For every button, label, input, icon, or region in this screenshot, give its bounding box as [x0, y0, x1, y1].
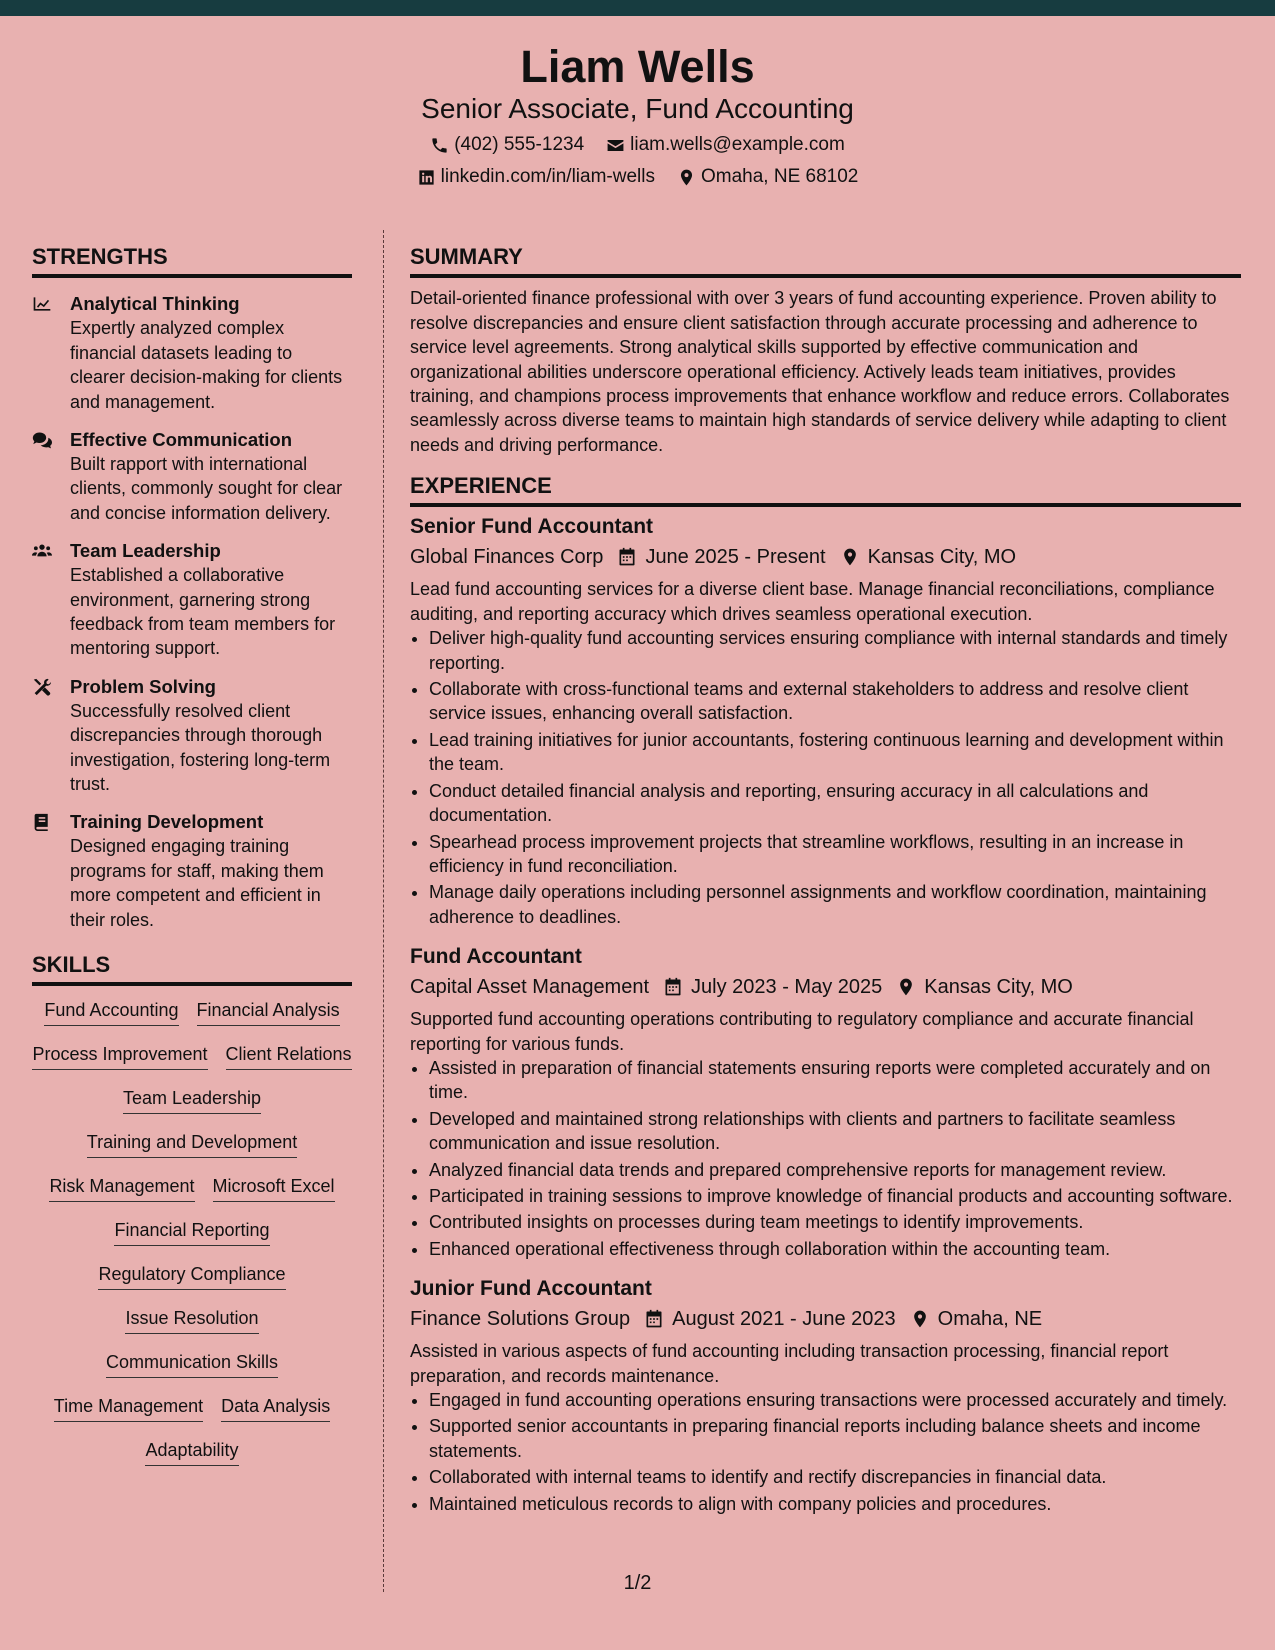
skill-tag: Risk Management [49, 1174, 194, 1202]
skill-tag: Communication Skills [106, 1350, 278, 1378]
strength-item [32, 810, 352, 932]
tools-icon [32, 678, 52, 696]
email-text[interactable]: liam.wells@example.com [630, 134, 845, 155]
job-dates: August 2021 - June 2023 [672, 1308, 896, 1331]
bullet-item: • Lead training initiatives for junior accountants, fostering continuous learning and development within the team. [429, 728, 1241, 777]
book-icon [32, 813, 52, 831]
strength-desc: Expertly analyzed complex financial datasets leading to clearer decision-making for clients and management. [70, 318, 343, 412]
summary-heading: SUMMARY [410, 244, 1241, 278]
bullet-item: • Collaborate with cross-functional teams and external stakeholders to address and resolve client service issues, enhancing overall satisfaction. [429, 677, 1241, 726]
experience-heading: EXPERIENCE [410, 473, 1241, 507]
skill-tag: Adaptability [145, 1438, 238, 1466]
strength-name: Effective Communication [70, 428, 293, 450]
page-number: 1/2 [623, 1572, 652, 1594]
strength-desc: Established a collaborative environment, garnering strong feedback from team members for mentoring support. [70, 565, 336, 659]
job-bullets [410, 1056, 1241, 1261]
phone-text: (402) 555-1234 [454, 134, 585, 155]
skill-tag: Regulatory Compliance [98, 1262, 285, 1290]
strength-item [32, 539, 352, 661]
job-location: Kansas City, MO [867, 546, 1017, 569]
calendar-icon [663, 977, 683, 997]
bullet-item: • Analyzed financial data trends and prepared comprehensive reports for management review. [429, 1158, 1241, 1182]
left-column [32, 244, 352, 1482]
contact-phone [430, 134, 584, 156]
strength-name: Team Leadership [70, 540, 221, 562]
skill-tag: Fund Accounting [44, 998, 178, 1026]
strength-item [32, 428, 352, 525]
map-marker-icon [840, 547, 860, 567]
strength-name: Analytical Thinking [70, 293, 240, 315]
location-text: Omaha, NE 68102 [700, 166, 859, 187]
job-dates: June 2025 - Present [645, 546, 826, 569]
job-location: Kansas City, MO [924, 976, 1073, 999]
job-meta [410, 973, 1241, 1001]
candidate-name: Liam Wells [520, 41, 755, 92]
skill-tag: Financial Reporting [114, 1218, 269, 1246]
map-marker-icon [677, 168, 696, 187]
skill-tag: Team Leadership [123, 1086, 261, 1114]
bullet-item: • Developed and maintained strong relationships with clients and partners to facilitate seamless communication and issue resolution. [429, 1107, 1241, 1156]
strength-name: Problem Solving [70, 675, 216, 697]
skill-tag: Client Relations [226, 1042, 352, 1070]
contact-location [677, 166, 858, 188]
map-marker-icon [910, 1309, 930, 1329]
strength-desc: Successfully resolved client discrepancies through thorough investigation, fostering long-term trust. [70, 700, 331, 794]
users-icon [32, 542, 52, 560]
linkedin-text[interactable]: linkedin.com/in/liam-wells [440, 166, 655, 187]
bullet-item: • Participated in training sessions to improve knowledge of financial products and accounting software. [429, 1184, 1241, 1208]
job-company: Capital Asset Management [410, 976, 650, 999]
strength-name: Training Development [70, 811, 264, 833]
comments-icon [32, 431, 52, 449]
job-bullets [410, 1388, 1241, 1516]
strength-desc: Built rapport with international clients, commonly sought for clear and concise information delivery. [70, 453, 343, 523]
bullet-item: • Conduct detailed financial analysis and reporting, ensuring accuracy in all calculations and documentation. [429, 779, 1241, 828]
contact-row-2 [0, 166, 1275, 188]
bullet-item: • Supported senior accountants in preparing financial reports including balance sheets and income statements. [429, 1414, 1241, 1463]
job-title: Junior Fund Accountant [410, 1277, 652, 1301]
bullet-item: • Manage daily operations including personnel assignments and workflow coordination, maintaining adherence to deadlines. [429, 880, 1241, 929]
strength-item [32, 292, 352, 414]
skill-tag: Financial Analysis [197, 998, 340, 1026]
linkedin-icon [417, 168, 436, 187]
summary-text: Detail-oriented finance professional with over 3 years of fund accounting experience. Proven ability to resolve discrepancies and ensure client satisfaction through accurate processing and adherence to service level agreements. Strong analytical skills supported by effective communication and organizational abilities underscore operational efficiency. Actively leads team initiatives, provides training, and champions process improvements that enhance workflow and reduce errors. Collaborates seamlessly across diverse teams to maintain high standards of service delivery while adapting to client needs and driving performance. [410, 288, 1230, 455]
job-company: Global Finances Corp [410, 546, 604, 569]
bullet-item: • Enhanced operational effectiveness through collaboration within the accounting team. [429, 1237, 1241, 1261]
job-location: Omaha, NE [937, 1308, 1043, 1331]
calendar-icon [644, 1309, 664, 1329]
envelope-icon [606, 136, 625, 155]
skill-tag: Process Improvement [32, 1042, 207, 1070]
job-entry [410, 943, 1241, 1261]
strengths-heading: STRENGTHS [32, 244, 352, 278]
skill-tag: Microsoft Excel [213, 1174, 335, 1202]
skills-list [32, 998, 352, 1482]
chart-line-icon [32, 295, 52, 313]
bullet-item: • Assisted in preparation of financial statements ensuring reports were completed accurately and on time. [429, 1056, 1241, 1105]
job-dates: July 2023 - May 2025 [691, 976, 883, 999]
job-description: Lead fund accounting services for a diverse client base. Manage financial reconciliations, compliance auditing, and reporting accuracy which drives seamless operational execution. [410, 579, 1215, 624]
candidate-title: Senior Associate, Fund Accounting [421, 93, 854, 124]
job-description: Supported fund accounting operations contributing to regulatory compliance and accurate financial reporting for various funds. [410, 1009, 1194, 1054]
skill-tag: Issue Resolution [125, 1306, 258, 1334]
calendar-icon [617, 547, 637, 567]
bullet-item: • Collaborated with internal teams to identify and rectify discrepancies in financial data. [429, 1465, 1241, 1489]
job-description: Assisted in various aspects of fund accounting including transaction processing, financial report preparation, and records maintenance. [410, 1341, 1169, 1386]
right-column [410, 244, 1241, 1518]
bullet-item: • Deliver high-quality fund accounting services ensuring compliance with internal standards and timely reporting. [429, 626, 1241, 675]
column-divider [383, 230, 384, 1592]
job-bullets [410, 626, 1241, 929]
job-entry [410, 513, 1241, 929]
contact-linkedin[interactable] [417, 166, 655, 188]
job-company: Finance Solutions Group [410, 1308, 631, 1331]
bullet-item: • Contributed insights on processes during team meetings to identify improvements. [429, 1210, 1241, 1234]
contact-email[interactable] [606, 134, 845, 156]
bullet-item: • Engaged in fund accounting operations ensuring transactions were processed accurately and timely. [429, 1388, 1241, 1412]
phone-icon [430, 136, 449, 155]
job-entry [410, 1275, 1241, 1516]
job-title: Fund Accountant [410, 945, 582, 969]
bullet-item: • Spearhead process improvement projects that streamline workflows, resulting in an increase in efficiency in fund reconciliation. [429, 830, 1241, 879]
skills-heading: SKILLS [32, 952, 352, 986]
top-accent-bar [0, 0, 1275, 16]
contact-row-1 [0, 134, 1275, 156]
job-meta [410, 1305, 1241, 1333]
strength-desc: Designed engaging training programs for staff, making them more competent and efficient in their roles. [70, 836, 324, 930]
skill-tag: Time Management [54, 1394, 203, 1422]
bullet-item: • Maintained meticulous records to align with company policies and procedures. [429, 1492, 1241, 1516]
map-marker-icon [896, 977, 916, 997]
skill-tag: Data Analysis [221, 1394, 330, 1422]
skill-tag: Training and Development [87, 1130, 297, 1158]
strength-item [32, 675, 352, 797]
resume-header [0, 16, 1275, 204]
job-meta [410, 543, 1241, 571]
job-title: Senior Fund Accountant [410, 515, 654, 539]
